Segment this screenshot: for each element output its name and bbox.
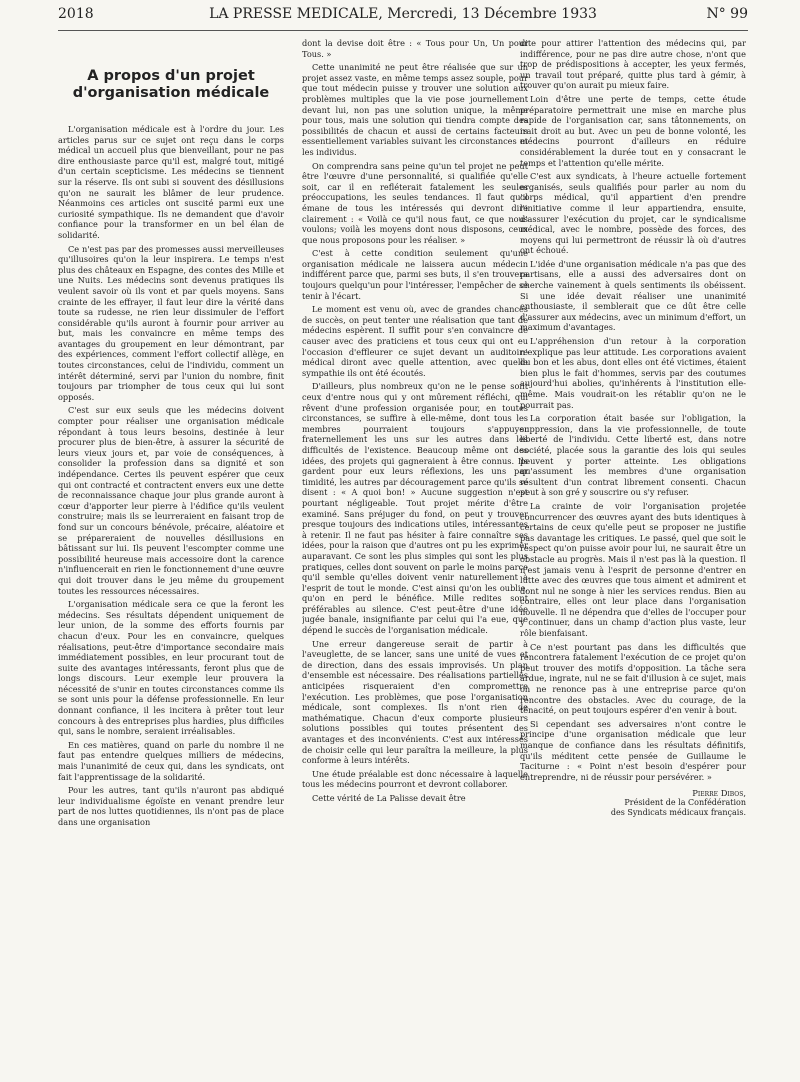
- title-line-2: d'organisation médicale: [72, 85, 270, 101]
- signature-name: Pierre Dibos,: [692, 788, 746, 799]
- paragraph: Une erreur dangereuse serait de partir à l'aveuglette, de se lancer, sans une unité de vues et de direction, dans des essais improvisés. Un plan d'ensemble est nécessaire. Des réalisations partielles anticipées risqueraient d'en compromettre l'exécution. Les problèmes, que pose l'organisation médicale, sont complexes. Ils n'ont rien de mathématique. Chacun d'eux comporte plusieurs solutions possibles qui toutes présentent des avantages et des inconvénients. C'est aux intéressés de choisir celle qui leur paraîtra la meilleure, la plus conforme à leurs intérêts.: [302, 638, 528, 766]
- paragraph: En ces matières, quand on parle du nombre il ne faut pas entendre quelques milliers de médecins, mais l'unanimité de ceux qui, dans les syndicats, ont fait l'apprentissage de la solidarité.: [58, 739, 284, 782]
- paragraph: Ce n'est pourtant pas dans les difficultés que rencontrera fatalement l'exécution de ce projet qu'on peut trouver des motifs d'opposition. La tâche sera ardue, ingrate, nul ne se fait d'illusion à ce sujet, mais on ne renonce pas à une entreprise parce qu'on rencontre des obstacles. Avec du courage, de la ténacité, on peut toujours espérer d'en venir à bout.: [520, 641, 746, 716]
- journal-title: LA PRESSE MEDICALE, Mercredi, 13 Décembre 1933: [209, 6, 597, 22]
- paragraph: Cette unanimité ne peut être réalisée que sur un projet assez vaste, en même temps assez souple, pour que tout médecin puisse y trouver une solution aux problèmes multiples que la vie pose journellement devant lui, non pas une solution unique, la même pour tous, mais une solution qui tiendra compte des possibilités de chacun et aussi de certains facteurs essentiellement variables suivant les circonstances et les individus.: [302, 62, 528, 157]
- signature-block: [520, 788, 746, 818]
- paragraph: Une étude préalable est donc nécessaire à laquelle tous les médecins pourront et devront collaborer.: [302, 768, 528, 790]
- column-3: [520, 38, 746, 1048]
- paragraph: La crainte de voir l'organisation projetée concurrencer des œuvres ayant des buts identiques à certains de ceux qu'elle peut se proposer ne justifie pas davantage les critiques. Le passé, quel que soit le respect qu'on puisse avoir pour lui, ne saurait être un obstacle au progrès. Mais il n'est pas là la question. Il n'est jamais venu à l'esprit de personne d'entrer en lutte avec des œuvres que tous aiment et admirent et dont nul ne songe à nier les services rendus. Bien au contraire, elles ont leur place dans l'organisation nouvelle. Il ne dépendra que d'elles de l'occuper pour y continuer, dans un champ d'action plus vaste, leur rôle bienfaisant.: [520, 500, 746, 639]
- paragraph: C'est à cette condition seulement qu'une organisation médicale ne laissera aucun médecin indifférent parce que, parmi ses buts, il s'en trouvera toujours quelqu'un pour l'intéresser, l'empêcher de se tenir à l'écart.: [302, 248, 528, 301]
- paragraph: C'est sur eux seuls que les médecins doivent compter pour réaliser une organisation médicale répondant à tous leurs besoins, destinée à leur procurer plus de bien-être, à assurer la sécurité de leurs vieux jours et, par voie de conséquences, à consolider la profession dans sa dignité et son indépendance. Certes ils peuvent espérer que ceux qui ont contracté et contractent envers eux une dette de reconnaissance chaque jour plus grande auront à cœur d'apporter leur pierre à l'édifice qu'ils veulent construire; mais ils se leurreraient en faisant trop de fond sur un concours bénévole, précaire, aléatoire et se prépareraient de nouvelles désillusions en bâtissant sur lui. Ils peuvent l'escompter comme une possibilité heureuse mais accessoire dont la carence n'influencerait en rien le fonctionnement d'une œuvre qui doit trouver dans le jeu même du groupement toutes les ressources nécessaires.: [58, 405, 284, 596]
- page-number: 2018: [58, 6, 94, 22]
- paragraph: Si cependant ses adversaires n'ont contre le principe d'une organisation médicale que leur manque de confiance dans les résultats définitifs, qu'ils méditent cette pensée de Guillaume le Taciturne : « Point n'est besoin d'espérer pour entreprendre, ni de réussir pour persévérer. »: [520, 718, 746, 782]
- header-rule: [58, 30, 748, 31]
- signature-title-1: Président de la Confédération: [624, 798, 746, 808]
- paragraph: L'idée d'une organisation médicale n'a pas que des partisans, elle a aussi des adversaires dont on cherche vainement à quels sentiments ils obéissent. Si une idée devait réaliser une unanimité enthousiaste, il semblerait que ce dût être celle d'assurer aux médecins, avec un minimum d'effort, un maximum d'avantages.: [520, 258, 746, 333]
- paragraph: L'organisation médicale est à l'ordre du jour. Les articles parus sur ce sujet ont reçu dans le corps médical un accueil plus que bienveillant, pour ne pas dire enthousiaste parce qu'il est, malgré tout, mitigé d'un certain scepticisme. Les médecins se tiennent sur la réserve. Ils ont subi si souvent des désillusions qu'on ne saurait les blâmer de leur prudence. Néanmoins ces articles ont suscité parmi eux une curiosité sympathique. Ils ne demandent que d'avoir confiance pour la transformer en un bel élan de solidarité.: [58, 124, 284, 240]
- paragraph: La corporation était basée sur l'obligation, la suppression, dans la vie professionnelle, de toute liberté de l'individu. Cette liberté est, dans notre société, placée sous la garantie des lois qui seules peuvent y porter atteinte. Les obligations qu'assument les membres d'une organisation résultent d'un contrat librement consenti. Chacun peut à son gré y souscrire ou s'y refuser.: [520, 413, 746, 498]
- paragraph: Le moment est venu où, avec de grandes chances de succès, on peut tenter une réalisation que tant de médecins espèrent. Il suffit pour s'en convaincre de causer avec des praticiens et tous ceux qui ont eu l'occasion d'effleurer ce sujet devant un auditoire médical diront avec quelle attention, avec quelle sympathie ils ont été écoutés.: [302, 304, 528, 378]
- paragraph: Loin d'être une perte de temps, cette étude préparatoire permettrait une mise en marche plus rapide de l'organisation car, sans tâtonnements, on irait droit au but. Avec un peu de bonne volonté, les médecins pourront d'ailleurs en réduire considérablement la durée tout en y consacrant le temps et l'attention qu'elle mérite.: [520, 93, 746, 168]
- paragraph: D'ailleurs, plus nombreux qu'on ne le pense sont ceux d'entre nous qui y ont mûrement réfléchi, qui rêvent d'une profession organisée pour, en toutes circonstances, se suffire à elle-même, dont tous les membres pourraient toujours s'appuyer fraternellement les uns sur les autres dans les difficultés de l'existence. Beaucoup même ont des idées, des projets qui gagneraient à être connus. Ils gardent pour eux leurs réflexions, les uns par timidité, les autres par découragement parce qu'ils se disent : « A quoi bon! » Aucune suggestion n'est pourtant négligeable. Tout projet mérite d'être examiné. Sans préjuger du fond, on peut y trouver presque toujours des indications utiles, intéressantes à retenir. Il ne faut pas hésiter à faire connaître ses idées, pour la raison que d'autres ont pu les exprimer auparavant. Ce sont les plus simples qui sont les plus pratiques, celles dont souvent on parle le moins parce qu'il semble qu'elles doivent venir naturellement à l'esprit de tout le monde. C'est ainsi qu'on les oublie, qu'on en perd le bénéfice. Mille redites sont préférables au silence. C'est peut-être d'une idée jugée banale, insignifiante par celui qui l'a eue, que dépend le succès de l'organisation médicale.: [302, 381, 528, 636]
- paragraph: C'est aux syndicats, à l'heure actuelle fortement organisés, seuls qualifiés pour parler au nom du corps médical, qu'il appartient d'en prendre l'initiative comme il leur appartiendra, ensuite, d'assurer l'exécution du projet, car le syndicalisme médical, avec le nombre, possède des forces, des moyens qui lui permettront de réussir là où d'autres ont échoué.: [520, 171, 746, 256]
- paragraph: On comprendra sans peine qu'un tel projet ne peut être l'œuvre d'une personnalité, si qualifiée qu'elle soit, car il en refléterait fatalement les seules préoccupations, les seules tendances. Il faut qu'il émane de tous les intéressés qui devront dire clairement : « Voilà ce qu'il nous faut, ce que nous voulons; voilà les moyens dont nous disposons, ceux que nous proposons pour les réaliser. »: [302, 160, 528, 245]
- title-line-1: A propos d'un projet: [87, 68, 255, 84]
- issue-number: N° 99: [706, 6, 748, 22]
- paragraph: dite pour attirer l'attention des médecins qui, par indifférence, pour ne pas dire autre chose, n'ont que trop de prédispositions à accepter, les yeux fermés, un travail tout préparé, quitte plus tard à gémir, à trouver qu'on aurait pu mieux faire.: [520, 38, 746, 91]
- paragraph: L'organisation médicale sera ce que la feront les médecins. Ses résultats dépendent uniquement de leur union, de la somme des efforts fournis par chacun d'eux. Pour les en convaincre, quelques réalisations, peut-être d'importance secondaire mais immédiatement possibles, en leur procurant tout de suite des avantages intéressants, feront plus que de longs discours. Leur exemple leur prouvera la nécessité de s'unir en toutes circonstances comme ils se sont unis pour la défense professionnelle. En leur donnant confiance, il les incitera à prêter tout leur concours à des entreprises plus hardies, plus difficiles qui, sans le nombre, seraient irréalisables.: [58, 599, 284, 737]
- page-header: [58, 4, 748, 30]
- column-2: [302, 38, 528, 1048]
- column-1: [58, 62, 284, 1072]
- paragraph: L'appréhension d'un retour à la corporation n'explique pas leur attitude. Les corporations avaient du bon et les abus, dont elles ont été victimes, étaient bien plus le fait d'hommes, servis par des coutumes aujourd'hui abolies, qu'inhérents à l'institution elle-même. Mais voudrait-on les rétablir qu'on ne le pourrait pas.: [520, 336, 746, 410]
- paragraph: Cette vérité de La Palisse devait être: [312, 792, 466, 803]
- paragraph: Ce n'est pas par des promesses aussi merveilleuses qu'illusoires qu'on la leur inspirera. Le temps n'est plus des châteaux en Espagne, des contes des Mille et une Nuits. Les médecins sont devenus pratiques ils veulent savoir où ils vont et par quels moyens. Sans crainte de les effrayer, il faut leur dire la vérité dans toute sa rudesse, ne rien leur dissimuler de l'effort considérable qu'ils auront à fournir pour arriver au but, mais les convaincre en même temps des avantages du groupement en leur démontrant, par des expériences, comment l'effort collectif allège, en toutes circonstances, celui de l'individu, comment un intérêt déterminé, servi par l'union du nombre, finit toujours par triompher de tous ceux qui lui sont opposés.: [58, 243, 284, 402]
- paragraph: dont la devise doit être : « Tous pour Un, Un pour Tous. »: [302, 38, 528, 59]
- paragraph: Pour les autres, tant qu'ils n'auront pas abdiqué leur individualisme égoïste en venant prendre leur part de nos luttes quotidiennes, ils n'ont pas de place dans une organisation: [58, 785, 284, 827]
- signature-title-2: des Syndicats médicaux français.: [610, 808, 746, 818]
